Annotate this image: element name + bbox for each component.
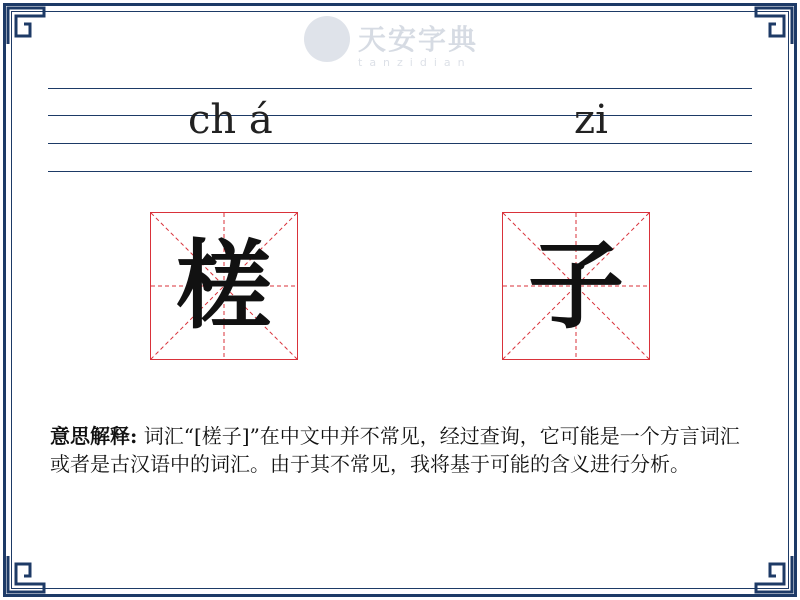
pinyin-guide-lines xyxy=(48,88,752,172)
site-logo xyxy=(300,14,500,70)
corner-ornament-icon xyxy=(754,554,794,594)
character-2: 子 xyxy=(528,230,624,342)
corner-ornament-icon xyxy=(6,6,46,46)
corner-ornament-icon xyxy=(754,6,794,46)
character-1: 槎 xyxy=(176,230,272,342)
explanation-label: 意思解释: xyxy=(50,424,138,448)
corner-ornament-icon xyxy=(6,554,46,594)
seal-logo-icon xyxy=(304,16,350,62)
pinyin-2: zi xyxy=(574,97,608,143)
meaning-explanation xyxy=(50,422,750,478)
character-grid-1 xyxy=(150,212,298,360)
pinyin-1: ch á xyxy=(188,97,273,143)
logo-subtitle: tanzidian xyxy=(358,56,472,69)
logo-title: 天安字典 xyxy=(358,23,479,56)
explanation-text: 词汇“[槎子]”在中文中并不常见，经过查询，它可能是一个方言词汇或者是古汉语中的词汇。由于其不常见，我将基于可能的含义进行分析。 xyxy=(50,424,740,476)
character-grid-2 xyxy=(502,212,650,360)
